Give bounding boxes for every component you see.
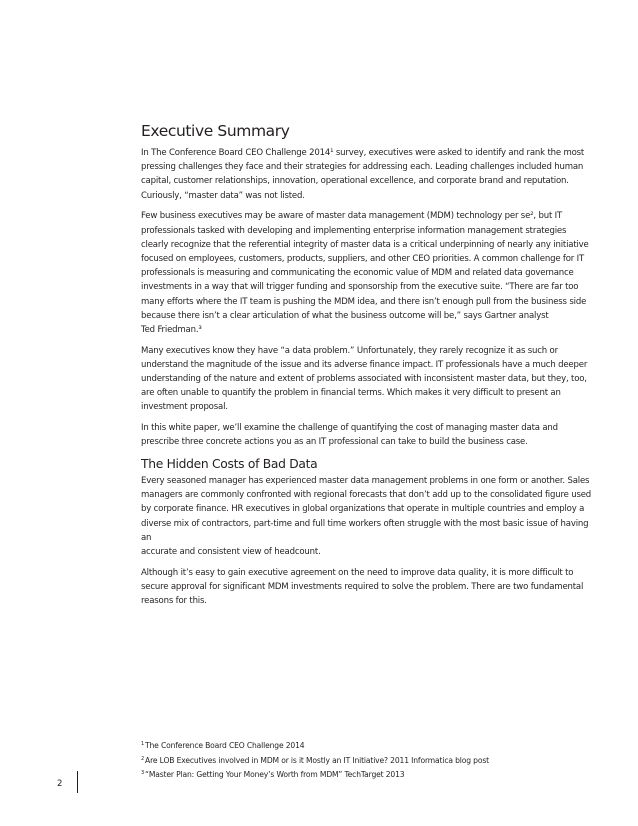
paragraph-data-problem: Many executives know they have “a data problem.” Unfortunately, they rarely recognize it as such or understand the magnitude of the issue and its adverse finance impact. IT professionals have a much deeper understanding of the nature and extent of problems associated with inconsistent master data, but they, too, are often unable to quantify the problem in financial terms. Which makes it very difficult to present an investment proposal. xyxy=(141,345,588,413)
paragraph-white-paper-purpose: In this white paper, we’ll examine the challenge of quantifying the cost of managing master data and prescribe three concrete actions you as an IT professional can take to build the business case. xyxy=(141,423,558,448)
footnote-3 xyxy=(141,767,601,782)
footnote-1 xyxy=(141,738,601,753)
page-number-divider xyxy=(77,771,78,793)
footnote-mark: 2 xyxy=(141,755,145,762)
paragraph-intro: In The Conference Board CEO Challenge 2014¹ survey, executives were asked to identify and rank the most pressing challenges they face and their strategies for addressing each. Leading challenges included human capital, customer relationships, innovation, operational excellence, and corporate brand and reputation. Curiously, “master data” was not listed. xyxy=(141,148,585,201)
footnote-mark: 1 xyxy=(141,741,145,747)
section-heading-executive-summary: Executive Summary xyxy=(141,122,290,140)
footnotes xyxy=(141,738,601,782)
paragraph-mdm-awareness: Few business executives may be aware of master data management (MDM) technology per se², but IT professionals tasked with developing and implementing enterprise information management strategies clearly recognize that the referential integrity of master data is a critical underpinning of nearly any initiative focused on employees, customers, products, suppliers, and other CEO priorities. A common challenge for IT professionals is measuring and communicating the economic value of MDM and related data governance investments in a way that will trigger funding and sponsorship from the executive suite. “There are far too many efforts where the IT team is pushing the MDM idea, and there isn’t enough pull from the business side because there isn’t a clear articulation of what the business outcome will be,” says Gartner analyst Ted Friedman.³ xyxy=(141,211,589,335)
footnote-2 xyxy=(141,753,601,768)
footnote-text: Are LOB Executives involved in MDM or is it Mostly an IT Initiative? 2011 Informatica blog post xyxy=(145,755,489,765)
paragraph-seasoned-manager: Every seasoned manager has experienced master data management problems in one form or another. Sales managers are commonly confronted with regional forecasts that don’t add up to the consolidated figure used by corporate finance. HR executives in global organizations that operate in multiple countries and employ a diverse mix of contractors, part-time and full time workers often struggle with the most basic issue of having an accurate and consistent view of headcount. xyxy=(141,476,592,558)
paragraph-executive-agreement: Although it’s easy to gain executive agreement on the need to improve data quality, it is more difficult to secure approval for significant MDM investments required to solve the problem. There are two fundamental reasons for this. xyxy=(141,567,584,607)
document-body xyxy=(141,121,596,615)
footnote-mark: 3 xyxy=(141,770,145,777)
footnote-text: “Master Plan: Getting Your Money’s Worth from MDM” TechTarget 2013 xyxy=(145,770,405,780)
section-heading-hidden-costs: The Hidden Costs of Bad Data xyxy=(141,457,318,472)
footnote-text: The Conference Board CEO Challenge 2014 xyxy=(145,741,305,750)
page-number: 2 xyxy=(57,779,63,789)
